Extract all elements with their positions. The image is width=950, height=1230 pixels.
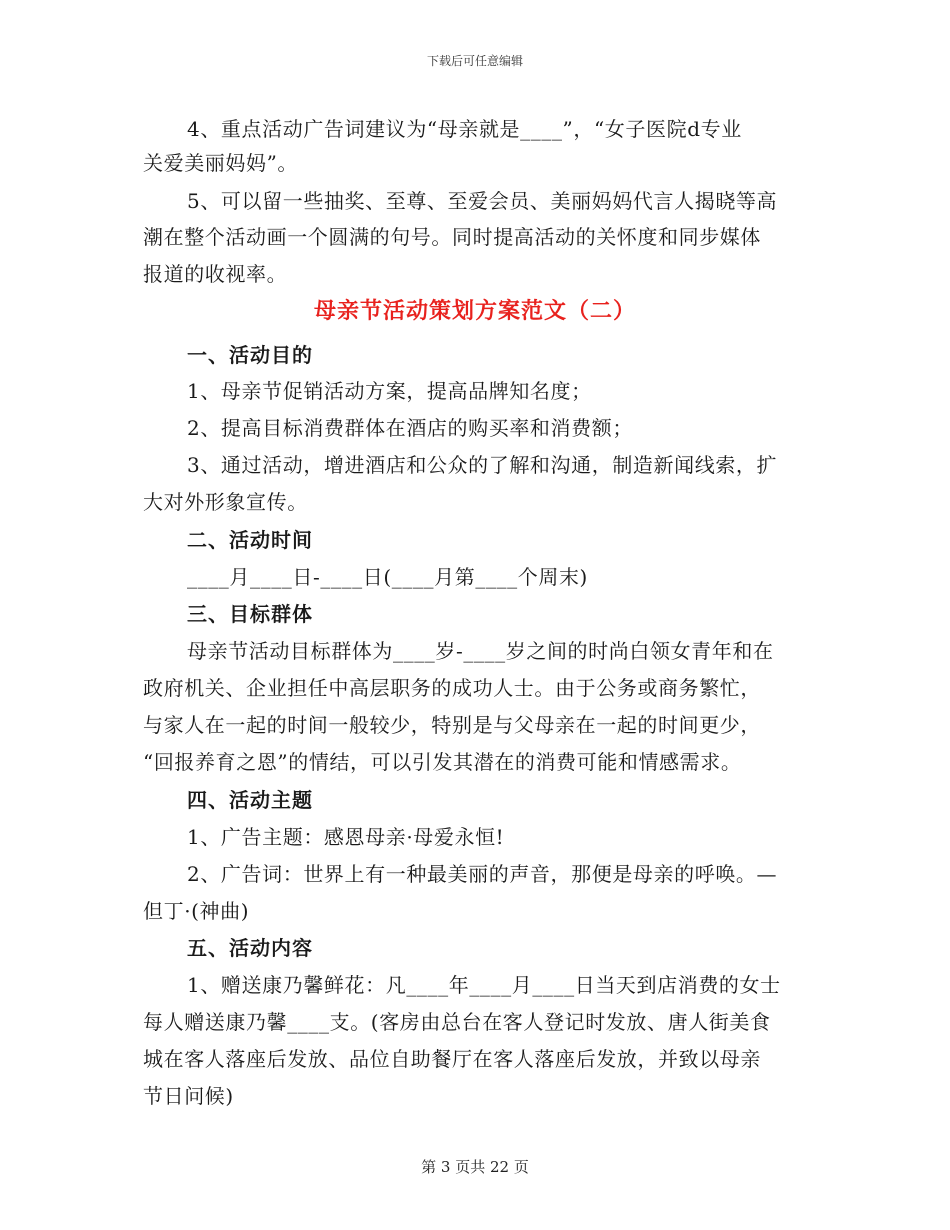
- paragraph-line: 3、通过活动，增进酒店和公众的了解和沟通，制造新闻线索，扩: [187, 453, 778, 477]
- section-title: 母亲节活动策划方案范文（二）: [313, 299, 636, 324]
- paragraph-line: 潮在整个活动画一个圆满的句号。同时提高活动的关怀度和同步媒体: [143, 225, 761, 249]
- paragraph-line: 4、重点活动广告词建议为“母亲就是____”，“女子医院d专业: [187, 117, 742, 141]
- paragraph-line: 母亲节活动目标群体为____岁-____岁之间的时尚白领女青年和在: [187, 639, 774, 663]
- paragraph-line: 报道的收视率。: [143, 262, 288, 286]
- paragraph-line: 与家人在一起的时间一般较少，特别是与父母亲在一起的时间更少，: [143, 713, 761, 737]
- section-heading: 三、目标群体: [187, 602, 313, 626]
- paragraph-line: “回报养育之恩”的情结，可以引发其潜在的消费可能和情感需求。: [143, 750, 742, 774]
- section-heading: 四、活动主题: [187, 788, 313, 812]
- paragraph-line: 1、赠送康乃馨鲜花：凡____年____月____日当天到店消费的女士: [187, 973, 781, 997]
- paragraph-line: 1、广告主题：感恩母亲·母爱永恒!: [187, 825, 505, 849]
- paragraph-line: ____月____日-____日(____月第____个周末): [187, 565, 588, 589]
- paragraph-line: 政府机关、企业担任中高层职务的成功人士。由于公务或商务繁忙，: [143, 676, 761, 700]
- paragraph-line: 1、母亲节促销活动方案，提高品牌知名度；: [187, 379, 592, 403]
- section-heading: 一、活动目的: [187, 343, 313, 367]
- paragraph-line: 2、广告词：世界上有一种最美丽的声音，那便是母亲的呼唤。—: [187, 862, 778, 886]
- paragraph-line: 2、提高目标消费群体在酒店的购买率和消费额；: [187, 416, 633, 440]
- paragraph-line: 关爱美丽妈妈”。: [143, 151, 299, 175]
- paragraph-line: 5、可以留一些抽奖、至尊、至爱会员、美丽妈妈代言人揭晓等高: [187, 189, 778, 213]
- paragraph-line: 城在客人落座后发放、品位自助餐厅在客人落座后发放，并致以母亲: [143, 1047, 761, 1071]
- paragraph-line: 每人赠送康乃馨____支。(客房由总台在客人登记时发放、唐人街美食: [143, 1010, 771, 1034]
- section-heading: 二、活动时间: [187, 528, 313, 552]
- paragraph-line: 大对外形象宣传。: [143, 490, 308, 514]
- section-heading: 五、活动内容: [187, 936, 313, 960]
- page-header: 下载后可任意编辑: [426, 54, 523, 68]
- paragraph-line: 但丁·(神曲): [143, 899, 250, 923]
- page-footer: 第 3 页共 22 页: [421, 1158, 529, 1176]
- paragraph-line: 节日问候): [143, 1084, 234, 1108]
